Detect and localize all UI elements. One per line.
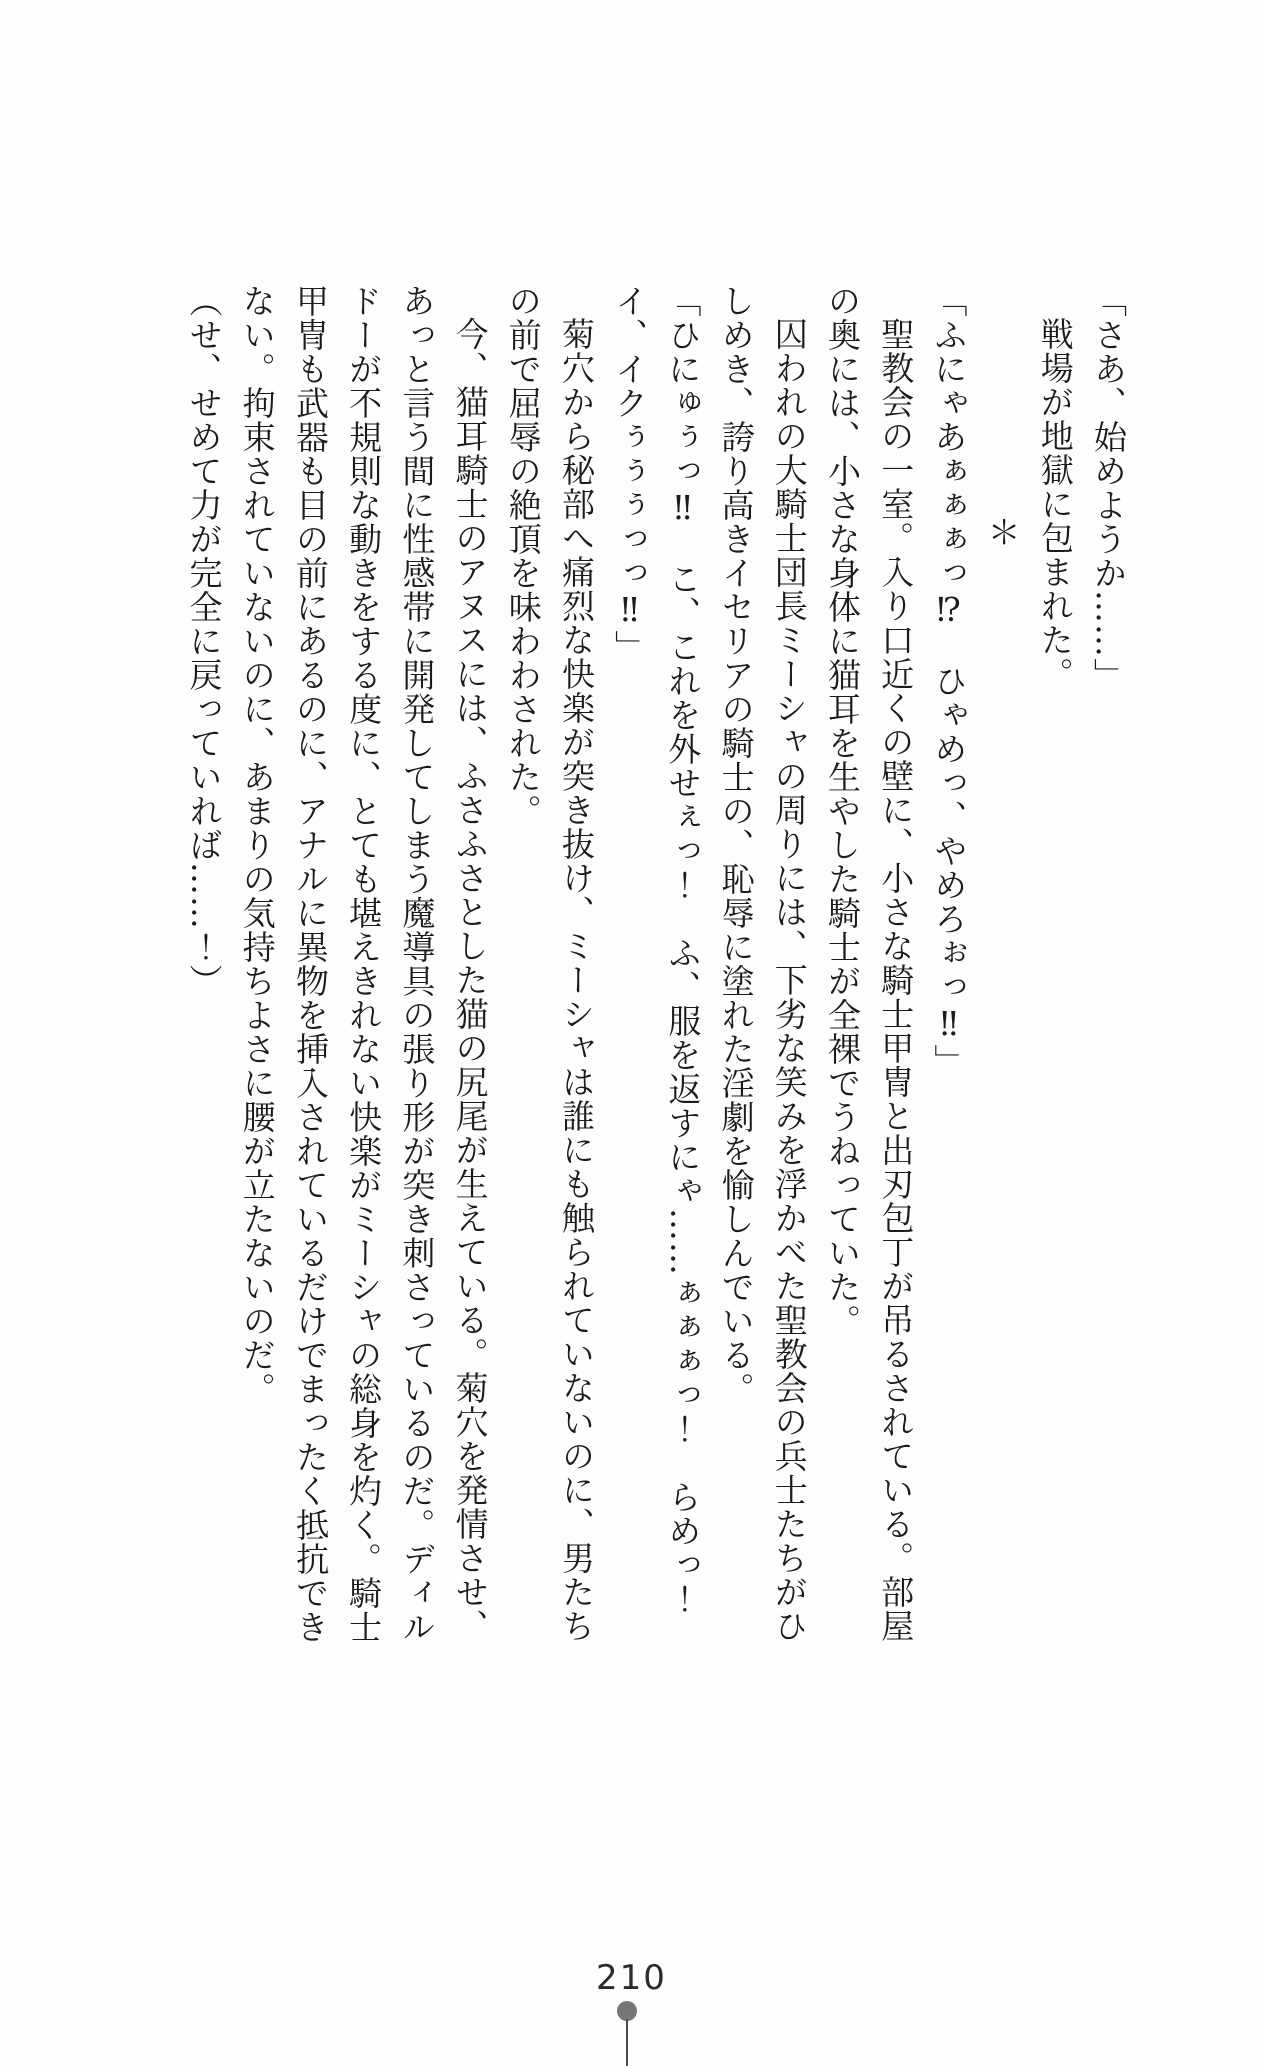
footer-dot-ornament bbox=[617, 2001, 637, 2021]
scene-break-asterisk: ＊ bbox=[982, 515, 1022, 549]
text-line: ドーが不規則な動きをする度に、とても堪えきれない快楽がミーシャの総身を灼く。騎士 bbox=[344, 284, 384, 1644]
text-line: あっと言う間に性感帯に開発してしまう魔導具の張り形が突き刺さっているのだ。ディル bbox=[397, 284, 437, 1644]
page-number: 210 bbox=[596, 1958, 667, 1998]
text-line: の前で屈辱の絶頂を味わわされた。 bbox=[503, 284, 543, 828]
text-line: 「ひにゅぅっ‼ こ、これを外せぇっ！ ふ、服を返すにゃ……ぁぁぁっ！ らめっ！ bbox=[663, 284, 703, 1616]
text-line: ない。拘束されていないのに、あまりの気持ちよさに腰が立たないのだ。 bbox=[237, 284, 277, 1406]
text-line: 戦場が地獄に包まれた。 bbox=[1035, 317, 1075, 691]
text-line: （せ、せめて力が完全に戻っていれば……！） bbox=[184, 284, 224, 998]
text-block bbox=[175, 284, 1135, 1652]
text-line: 囚われの大騎士団長ミーシャの周りには、下劣な笑みを浮かべた聖教会の兵士たちがひ bbox=[769, 317, 809, 1643]
text-line: 聖教会の一室。入り口近くの壁に、小さな騎士甲冑と出刃包丁が吊るされている。部屋 bbox=[876, 317, 916, 1643]
text-line: の奥には、小さな身体に猫耳を生やした騎士が全裸でうねっていた。 bbox=[822, 284, 862, 1338]
footer-line-ornament bbox=[626, 2019, 628, 2066]
text-line: しめき、誇り高きイセリアの騎士の、恥辱に塗れた淫劇を愉しんでいる。 bbox=[716, 284, 756, 1406]
text-line: イ、イクぅぅぅっっ‼」 bbox=[610, 284, 650, 664]
text-line: 甲冑も武器も目の前にあるのに、アナルに異物を挿入されているだけでまったく抵抗でき bbox=[290, 284, 330, 1644]
text-line: 「ふにゃあぁぁぁっ⁉ ひゃめっ、やめろぉっ‼」 bbox=[929, 284, 969, 1078]
text-line: 菊穴から秘部へ痛烈な快楽が突き抜け、ミーシャは誰にも触られていないのに、男たち bbox=[556, 317, 596, 1643]
text-line: 「さあ、始めようか……」 bbox=[1089, 284, 1128, 692]
text-line: 今、猫耳騎士のアヌスには、ふさふさとした猫の尻尾が生えている。菊穴を発情させ、 bbox=[450, 317, 490, 1643]
